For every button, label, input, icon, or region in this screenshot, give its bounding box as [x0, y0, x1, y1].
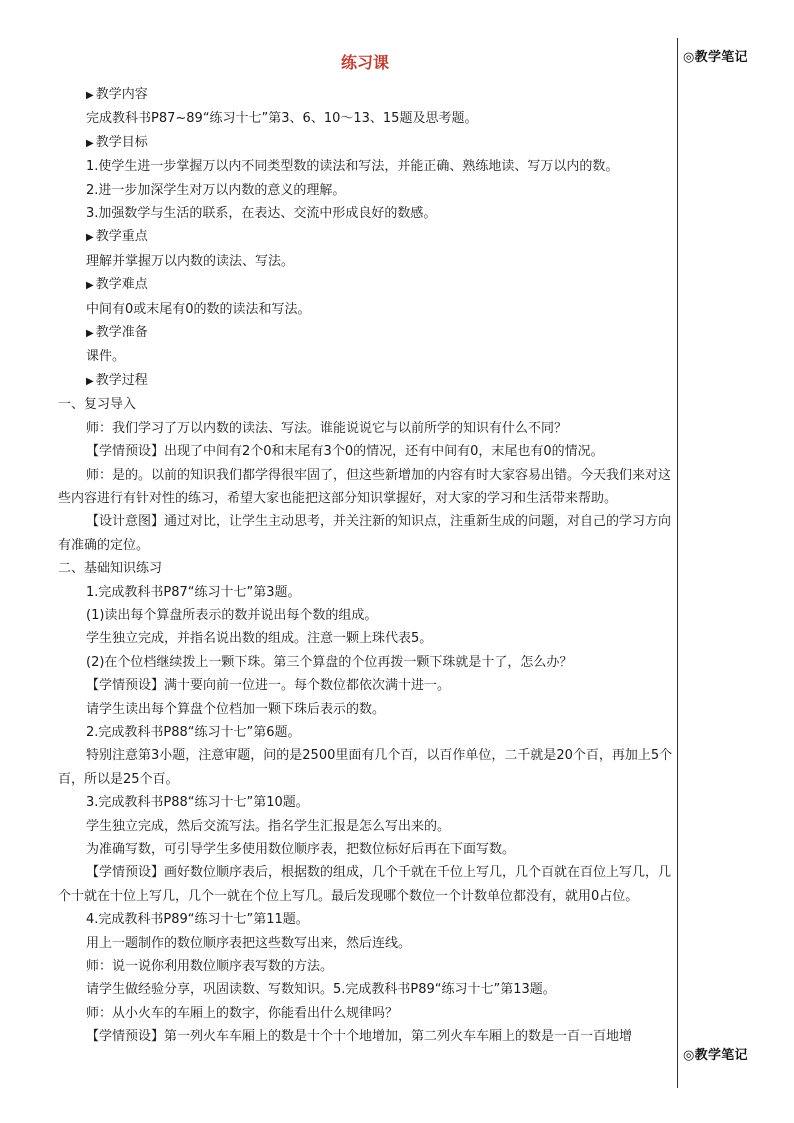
key-text: 理解并掌握万以内数的读法、写法。: [86, 253, 295, 269]
paragraph: 师：从小火车的车厢上的数字，你能看出什么规律吗？: [86, 1005, 399, 1021]
side-note-top: ◎教学笔记: [683, 50, 748, 65]
paragraph: 请学生做经验分享，巩固读数、写数知识。5.完成教科书P89“练习十七”第13题。: [86, 982, 556, 998]
triangle-bullet-icon: ▶: [86, 280, 94, 292]
paragraph: 特别注意第3小题，注意审题，问的是2500里面有几个百，以百作单位，二千就是20个百，再加上5个百，所以是25个百。: [58, 748, 673, 787]
paragraph: 师：说一说你利用数位顺序表写数的方法。: [86, 959, 334, 975]
paragraph: 【学情预设】出现了中间有2个0和末尾有3个0的情况，还有中间有0，末尾也有0的情况。: [86, 444, 604, 460]
paragraph: 师：是的。以前的知识我们都学得很牢固了，但这些新增加的内容有时大家容易出错。今天我们来对这些内容进行有针对性的练习，希望大家也能把这部分知识掌握好，对大家的学习和生活带来帮助。: [58, 467, 672, 506]
paragraph: (2)在个位档继续拨上一颗下珠。第三个算盘的个位再拨一颗下珠就是十了，怎么办？: [86, 654, 573, 670]
heading-prep: ▶ 教学准备: [86, 325, 148, 341]
exercise-item: 4.完成教科书P89“练习十七”第11题。: [86, 912, 309, 928]
goal-2: 2.进一步加深学生对万以内数的意义的理解。: [86, 182, 346, 198]
paragraph: 请学生读出每个算盘个位档加一颗下珠后表示的数。: [86, 701, 386, 717]
side-note-bottom: ◎教学笔记: [683, 1048, 748, 1063]
triangle-bullet-icon: ▶: [86, 375, 94, 387]
triangle-bullet-icon: ▶: [86, 328, 94, 340]
triangle-bullet-icon: ▶: [86, 90, 94, 101]
heading-goals: ▶ 教学目标: [86, 134, 148, 150]
paragraph: (1)读出每个算盘所表示的数并说出每个数的组成。: [86, 607, 378, 623]
heading-content: ▶ 教学内容: [86, 87, 148, 102]
paragraph: 【学情预设】第一列火车车厢上的数是十个十个地增加，第二列火车车厢上的数是一百一百地增: [86, 1029, 633, 1045]
exercise-item: 1.完成教科书P87“练习十七”第3题。: [86, 584, 301, 600]
page-title: 练习课: [340, 53, 389, 72]
goal-1: 1.使学生进一步掌握万以内不同类型数的读法和写法，并能正确、熟练地读、写万以内的数。: [86, 159, 619, 175]
lesson-content: [58, 83, 673, 1049]
paragraph: 用上一题制作的数位顺序表把这些数写出来，然后连线。: [86, 935, 412, 951]
prep-text: 课件。: [86, 349, 126, 365]
section-basics: 二、基础知识练习: [58, 561, 163, 577]
heading-key: ▶ 教学重点: [86, 229, 148, 245]
paragraph: 【学情预设】满十要向前一位进一。每个数位都依次满十进一。: [86, 678, 451, 694]
exercise-item: 2.完成教科书P88“练习十七”第6题。: [86, 724, 301, 740]
heading-process: ▶ 教学过程: [86, 372, 148, 388]
paragraph: 【学情预设】画好数位顺序表后，根据数的组成，几个千就在千位上写几，几个百就在百位上写几，几个十就在十位上写几，几个一就在个位上写几。最后发现哪个数位一个计数单位都没有，就用0占位。: [58, 865, 672, 904]
goal-3: 3.加强数学与生活的联系，在表达、交流中形成良好的数感。: [86, 206, 437, 222]
paragraph: 为准确写数，可引导学生多使用数位顺序表，把数位标好后再在下面写数。: [86, 842, 516, 857]
paragraph: 学生独立完成，并指名说出数的组成。注意一颗上珠代表5。: [86, 631, 433, 647]
margin-divider: [677, 38, 678, 1088]
difficulty-text: 中间有0或末尾有0的数的读法和写法。: [86, 301, 311, 317]
content-text: 完成教科书P87~89“练习十七”第3、6、10～13、15题及思考题。: [86, 111, 478, 127]
paragraph: 师：我们学习了万以内数的读法、写法。谁能说说它与以前所学的知识有什么不同？: [86, 420, 568, 436]
section-review: 一、复习导入: [58, 397, 137, 413]
heading-difficulty: ▶ 教学难点: [86, 277, 148, 293]
paragraph: 【设计意图】通过对比，让学生主动思考，并关注新的知识点，注重新生成的问题，对自己的学习方向有准确的定位。: [58, 514, 672, 553]
triangle-bullet-icon: ▶: [86, 232, 94, 244]
paragraph: 学生独立完成，然后交流写法。指名学生汇报是怎么写出来的。: [86, 818, 451, 834]
exercise-item: 3.完成教科书P88“练习十七”第10题。: [86, 795, 309, 811]
triangle-bullet-icon: ▶: [86, 137, 94, 149]
